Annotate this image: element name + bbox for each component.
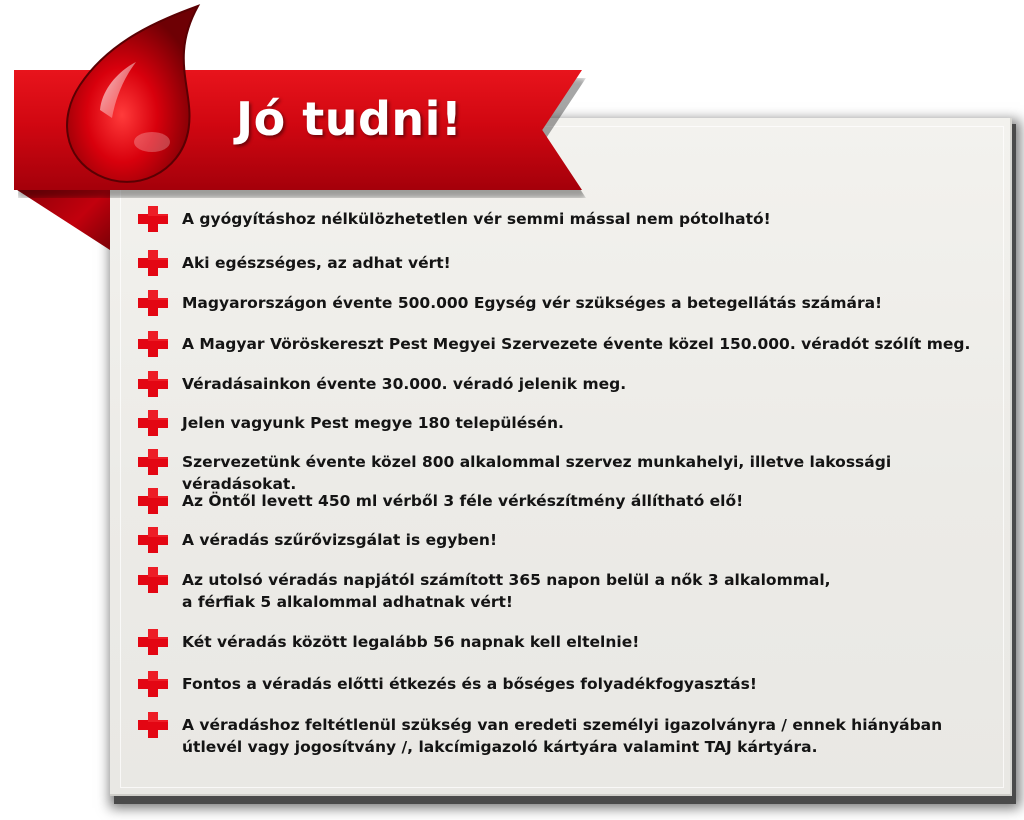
red-cross-icon [136,288,170,318]
list-item-text: Véradásainkon évente 30.000. véradó jelenik meg. [182,375,627,393]
list-item-text: Szervezetünk évente közel 800 alkalommal szervez munkahelyi, illetve lakossági véradásokat. [182,453,892,493]
red-cross-icon [136,408,170,438]
page-title: Jó tudni! [236,92,463,146]
list-item [136,288,882,318]
list-item-text: A véradáshoz feltétlenül szükség van eredeti személyi igazolványra / ennek hiányában útlevél vagy jogosítvány /, lakcímigazoló kártyára valamint TAJ kártyára. [182,716,943,756]
list-item-text: A Magyar Vöröskereszt Pest Megyei Szervezete évente közel 150.000. véradót szólít meg. [182,335,971,353]
red-cross-icon [136,669,170,699]
red-cross-icon [136,329,170,359]
list-item-text: Az utolsó véradás napjától számított 365 napon belül a nők 3 alkalommal, a férfiak 5 alkalommal adhatnak vért! [182,571,831,611]
list-item [136,565,831,613]
red-cross-icon [136,486,170,516]
list-item-text: Jelen vagyunk Pest megye 180 településén. [182,414,564,432]
list-item-text: A véradás szűrővizsgálat is egyben! [182,531,498,549]
list-item [136,329,970,359]
list-item [136,669,757,699]
list-item-text: Aki egészséges, az adhat vért! [182,254,451,272]
list-item [136,710,942,758]
list-item-text: Az Öntől levett 450 ml vérből 3 féle vérkészítmény állítható elő! [182,492,744,510]
list-item [136,525,497,555]
list-item [136,408,564,438]
red-cross-icon [136,565,170,595]
red-cross-icon [136,525,170,555]
list-item-text: Két véradás között legalább 56 napnak kell eltelnie! [182,633,640,651]
red-cross-icon [136,710,170,740]
red-cross-icon [136,627,170,657]
list-item-text: A gyógyításhoz nélkülözhetetlen vér semmi mással nem pótolható! [182,210,771,228]
red-cross-icon [136,248,170,278]
red-cross-icon [136,204,170,234]
list-item-text: Fontos a véradás előtti étkezés és a bőséges folyadékfogyasztás! [182,675,757,693]
list-item-text: Magyarországon évente 500.000 Egység vér szükséges a betegellátás számára! [182,294,883,312]
list-item [136,204,771,234]
red-cross-icon [136,447,170,477]
list-item [136,369,626,399]
list-item [136,627,639,657]
list-item [136,248,451,278]
blood-drop-icon [40,0,230,190]
list-item [136,486,743,516]
red-cross-icon [136,369,170,399]
